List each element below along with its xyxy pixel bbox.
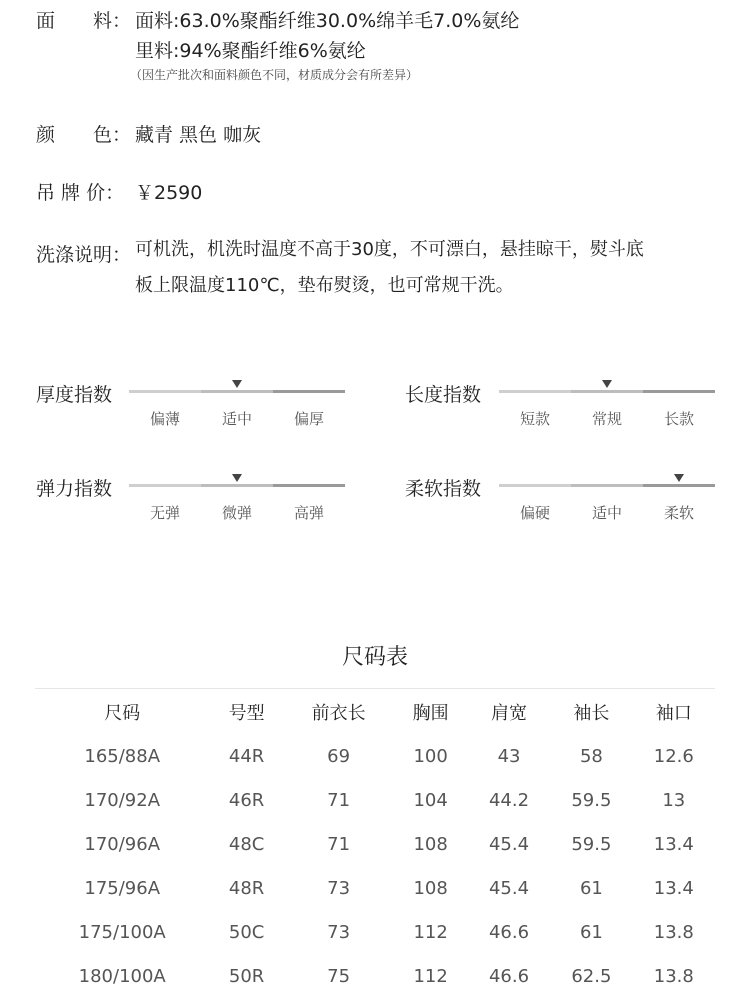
scale-segment [571,484,643,487]
table-row [35,954,715,998]
size-table-header-cell: 肩宽 [468,689,550,735]
size-table-title: 尺码表 [341,645,408,670]
table-cell: 180/100A [78,965,166,987]
table-cell: 58 [579,745,603,767]
scale-segment [499,484,571,487]
scale-option-label: 常规 [591,410,622,428]
index-scale [499,390,715,428]
scale-option-label: 偏硬 [519,504,550,522]
table-cell: 45.4 [488,877,530,899]
table-cell: 100 [413,745,448,767]
scale-segment [499,390,571,393]
table-cell: 62.5 [571,965,612,987]
scale-option-label: 短款 [519,410,550,428]
index-scale [499,484,715,522]
table-cell: 59.5 [571,833,612,855]
size-table-header-cell: 袖口 [633,689,715,735]
scale-segment [273,390,345,393]
table-cell: 13 [662,789,686,811]
table-row [35,866,715,910]
scale-marker-icon [602,380,612,388]
table-cell: 112 [413,965,448,987]
wash-line-1: 可机洗，机洗时温度不高于30度，不可漂白，悬挂晾干，熨斗底 [135,239,644,260]
table-cell: 61 [579,921,603,943]
material-note: （因生产批次和面料颜色不同，材质成分会有所差异） [130,68,419,82]
size-table-header-cell: 前衣长 [284,689,394,735]
index-title: 柔软指数 [405,478,482,500]
scale-option-label: 高弹 [293,504,324,522]
table-cell: 13.8 [653,965,694,987]
scale-segment [129,484,201,487]
scale-option-label: 长款 [663,410,694,428]
scale-option-label: 偏薄 [149,410,180,428]
table-cell: 69 [327,745,351,767]
table-cell: 61 [579,877,603,899]
table-cell: 45.4 [488,833,530,855]
scale-marker-icon [232,380,242,388]
scale-option-label: 微弹 [221,504,252,522]
size-table-header-cell: 袖长 [550,689,632,735]
price-label: 吊 牌 价： [36,182,125,204]
table-cell: 59.5 [571,789,612,811]
table-cell: 71 [327,789,351,811]
index-title: 厚度指数 [36,384,113,406]
scale-option-label: 柔软 [663,504,694,522]
size-table-header-cell: 胸围 [393,689,467,735]
table-cell: 13.4 [653,877,694,899]
scale-segment [201,390,273,393]
table-row [35,910,715,954]
table-cell: 75 [327,965,351,987]
scale-segment [643,484,715,487]
table-cell: 12.6 [653,745,694,767]
table-cell: 48C [228,833,265,855]
table-cell: 175/96A [84,877,161,899]
color-value: 藏青 黑色 咖灰 [135,124,262,146]
table-cell: 43 [497,745,521,767]
table-cell: 50R [228,965,265,987]
size-table-header-cell: 号型 [209,689,283,735]
material-outer-fabric: 面料:63.0%聚酯纤维30.0%绵羊毛7.0%氨纶 [135,10,520,32]
table-cell: 46.6 [488,921,530,943]
table-cell: 104 [413,789,448,811]
table-cell: 44R [228,745,265,767]
index-title: 弹力指数 [36,478,113,500]
wash-line-2: 板上限温度110℃，垫布熨烫，也可常规干洗。 [135,275,514,296]
table-cell: 108 [413,833,448,855]
table-cell: 170/92A [84,789,161,811]
scale-option-label: 无弹 [149,504,180,522]
scale-marker-icon [674,474,684,482]
scale-option-label: 适中 [591,504,622,522]
table-cell: 108 [413,877,448,899]
table-cell: 112 [413,921,448,943]
wash-label: 洗涤说明： [36,244,132,266]
table-cell: 13.4 [653,833,694,855]
table-cell: 73 [327,877,351,899]
scale-segment [571,390,643,393]
table-cell: 50C [228,921,265,943]
scale-option-label: 适中 [221,410,252,428]
material-label: 面 料： [36,10,132,32]
size-table-header-cell: 尺码 [35,689,209,735]
table-row [35,822,715,866]
scale-option-label: 偏厚 [293,410,324,428]
size-table [35,688,715,998]
color-label: 颜 色： [36,124,132,146]
scale-segment [201,484,273,487]
index-title: 长度指数 [405,384,482,406]
table-cell: 44.2 [488,789,530,811]
table-cell: 71 [327,833,351,855]
scale-segment [643,390,715,393]
table-cell: 13.8 [653,921,694,943]
table-cell: 46.6 [488,965,530,987]
size-table-header-row [35,689,715,735]
scale-marker-icon [232,474,242,482]
index-scale [129,390,345,428]
scale-segment [273,484,345,487]
table-cell: 73 [327,921,351,943]
table-row [35,778,715,822]
table-cell: 48R [228,877,265,899]
table-cell: 165/88A [84,745,161,767]
index-scale [129,484,345,522]
table-cell: 170/96A [84,833,161,855]
scale-segment [129,390,201,393]
table-cell: 175/100A [78,921,166,943]
price-value: ￥2590 [135,182,203,204]
size-table-body [35,734,715,998]
material-lining: 里料:94%聚酯纤维6%氨纶 [135,40,366,62]
table-cell: 46R [228,789,265,811]
table-row [35,734,715,778]
